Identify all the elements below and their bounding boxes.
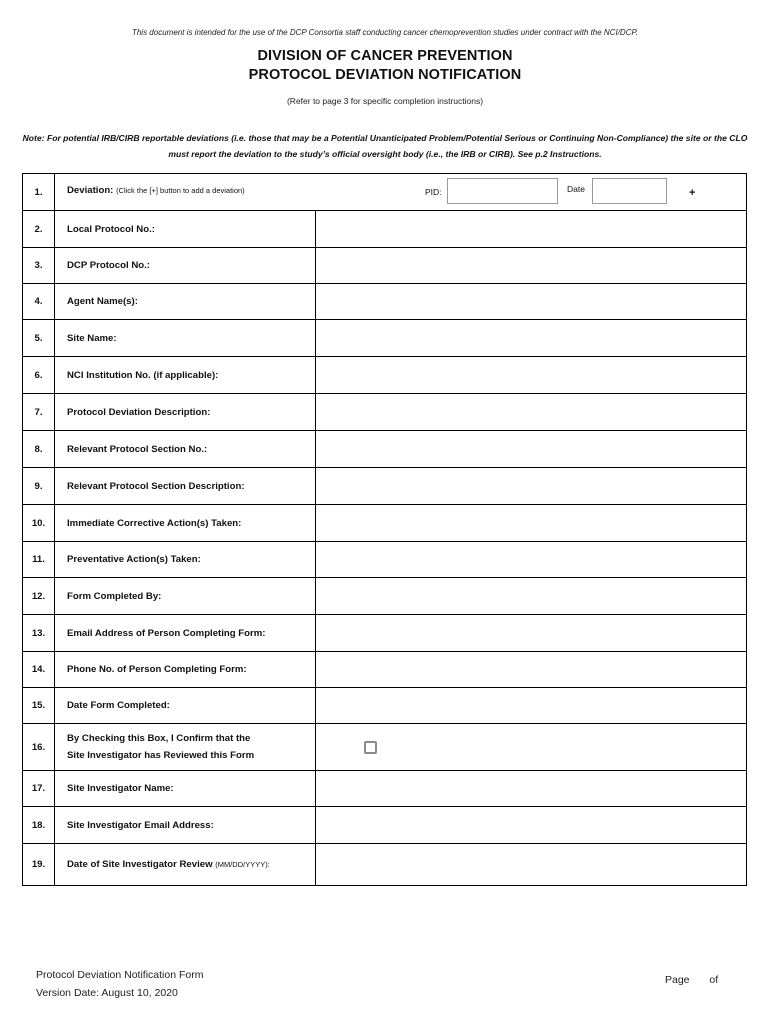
row-number: 7.	[23, 394, 55, 431]
agent-name-field[interactable]	[316, 284, 747, 320]
row-number: 4.	[23, 284, 55, 320]
form-row	[23, 615, 747, 652]
row-number: 6.	[23, 357, 55, 394]
dcp-protocol-field[interactable]	[316, 248, 747, 284]
date-completed-field[interactable]	[316, 688, 747, 724]
deviation-description-field[interactable]	[316, 394, 747, 431]
form-row	[23, 724, 747, 771]
row-number: 2.	[23, 211, 55, 248]
row-number: 15.	[23, 688, 55, 724]
form-row	[23, 468, 747, 505]
investigator-review-date-field[interactable]	[316, 844, 747, 886]
row-number: 12.	[23, 578, 55, 615]
form-row	[23, 688, 747, 724]
completed-by-label: Form Completed By:	[55, 578, 316, 615]
form-row	[23, 578, 747, 615]
form-row	[23, 394, 747, 431]
form-row	[23, 357, 747, 394]
deviation-cell	[55, 174, 747, 211]
pid-label: PID:	[425, 187, 442, 197]
corrective-action-field[interactable]	[316, 505, 747, 542]
row-number: 10.	[23, 505, 55, 542]
pid-input[interactable]	[447, 178, 558, 204]
confirm-checkbox-cell	[316, 724, 747, 771]
form-row	[23, 284, 747, 320]
form-row	[23, 248, 747, 284]
row-number: 18.	[23, 807, 55, 844]
deviation-label-text: Deviation:	[67, 185, 114, 196]
local-protocol-field[interactable]	[316, 211, 747, 248]
disclaimer-text: This document is intended for the use of the DCP Consortia staff conducting cancer chemoprevention studies under contract with the NCI/DCP.	[131, 28, 639, 37]
row-number: 13.	[23, 615, 55, 652]
nci-institution-label: NCI Institution No. (if applicable):	[55, 357, 316, 394]
row-number: 9.	[23, 468, 55, 505]
corrective-action-label: Immediate Corrective Action(s) Taken:	[55, 505, 316, 542]
agent-name-label: Agent Name(s):	[55, 284, 316, 320]
row-number: 19.	[23, 844, 55, 886]
investigator-review-date-label	[55, 844, 316, 886]
form-row	[23, 844, 747, 886]
row-number: 14.	[23, 652, 55, 688]
protocol-section-description-label: Relevant Protocol Section Description:	[55, 468, 316, 505]
form-row	[23, 771, 747, 807]
completer-email-label: Email Address of Person Completing Form:	[55, 615, 316, 652]
protocol-section-no-field[interactable]	[316, 431, 747, 468]
date-label: Date	[567, 184, 585, 194]
confirm-label-line1: By Checking this Box, I Confirm that the	[67, 733, 251, 744]
form-row	[23, 542, 747, 578]
of-label: of	[709, 974, 719, 986]
deviation-hint: (Click the [+] button to add a deviation)	[116, 186, 245, 195]
form-row	[23, 807, 747, 844]
add-deviation-button[interactable]: +	[689, 187, 696, 199]
row-number: 5.	[23, 320, 55, 357]
form-row	[23, 652, 747, 688]
row-number: 8.	[23, 431, 55, 468]
row-number: 11.	[23, 542, 55, 578]
form-title-line2: PROTOCOL DEVIATION NOTIFICATION	[248, 67, 522, 83]
form-row	[23, 320, 747, 357]
page-counter	[665, 974, 718, 986]
footer-info	[36, 966, 203, 1002]
irb-note: Note: For potential IRB/CIRB reportable deviations (i.e. those that may be a Potential Unanticipated Problem/Potential Serious or Continuing Non-Compliance) the site or the CLO must report the deviation to the study’s official oversight body (i.e., the IRB or CIRB). See p.2 Instructions.	[22, 133, 748, 159]
preventative-action-field[interactable]	[316, 542, 747, 578]
investigator-email-label: Site Investigator Email Address:	[55, 807, 316, 844]
protocol-section-no-label: Relevant Protocol Section No.:	[55, 431, 316, 468]
date-completed-label: Date Form Completed:	[55, 688, 316, 724]
preventative-action-label: Preventative Action(s) Taken:	[55, 542, 316, 578]
dcp-protocol-label: DCP Protocol No.:	[55, 248, 316, 284]
protocol-section-description-field[interactable]	[316, 468, 747, 505]
page-label: Page	[665, 974, 690, 986]
deviation-label	[67, 185, 245, 196]
completer-phone-field[interactable]	[316, 652, 747, 688]
investigator-name-label: Site Investigator Name:	[55, 771, 316, 807]
form-title-line1: DIVISION OF CANCER PREVENTION	[257, 48, 513, 64]
row-number: 3.	[23, 248, 55, 284]
investigator-email-field[interactable]	[316, 807, 747, 844]
row-number: 1.	[23, 174, 55, 211]
footer-version-date: Version Date: August 10, 2020	[36, 987, 178, 999]
form-row	[23, 211, 747, 248]
form-row	[23, 505, 747, 542]
row-number: 17.	[23, 771, 55, 807]
completer-phone-label: Phone No. of Person Completing Form:	[55, 652, 316, 688]
row-number: 16.	[23, 724, 55, 771]
investigator-name-field[interactable]	[316, 771, 747, 807]
nci-institution-field[interactable]	[316, 357, 747, 394]
form-row	[23, 431, 747, 468]
review-date-format: (MM/DD/YYYY):	[215, 860, 270, 869]
investigator-review-checkbox[interactable]	[364, 741, 377, 754]
deviation-form-table	[22, 173, 747, 886]
refer-instructions: (Refer to page 3 for specific completion instructions)	[286, 96, 484, 106]
completer-email-field[interactable]	[316, 615, 747, 652]
deviation-description-label: Protocol Deviation Description:	[55, 394, 316, 431]
site-name-field[interactable]	[316, 320, 747, 357]
site-name-label: Site Name:	[55, 320, 316, 357]
confirm-label-line2: Site Investigator has Reviewed this Form	[67, 750, 255, 761]
review-date-label-text: Date of Site Investigator Review	[67, 859, 213, 870]
form-row-deviation	[23, 174, 747, 211]
date-input[interactable]	[592, 178, 667, 204]
completed-by-field[interactable]	[316, 578, 747, 615]
investigator-confirm-label	[55, 724, 316, 771]
local-protocol-label: Local Protocol No.:	[55, 211, 316, 248]
footer-form-name: Protocol Deviation Notification Form	[36, 969, 204, 981]
